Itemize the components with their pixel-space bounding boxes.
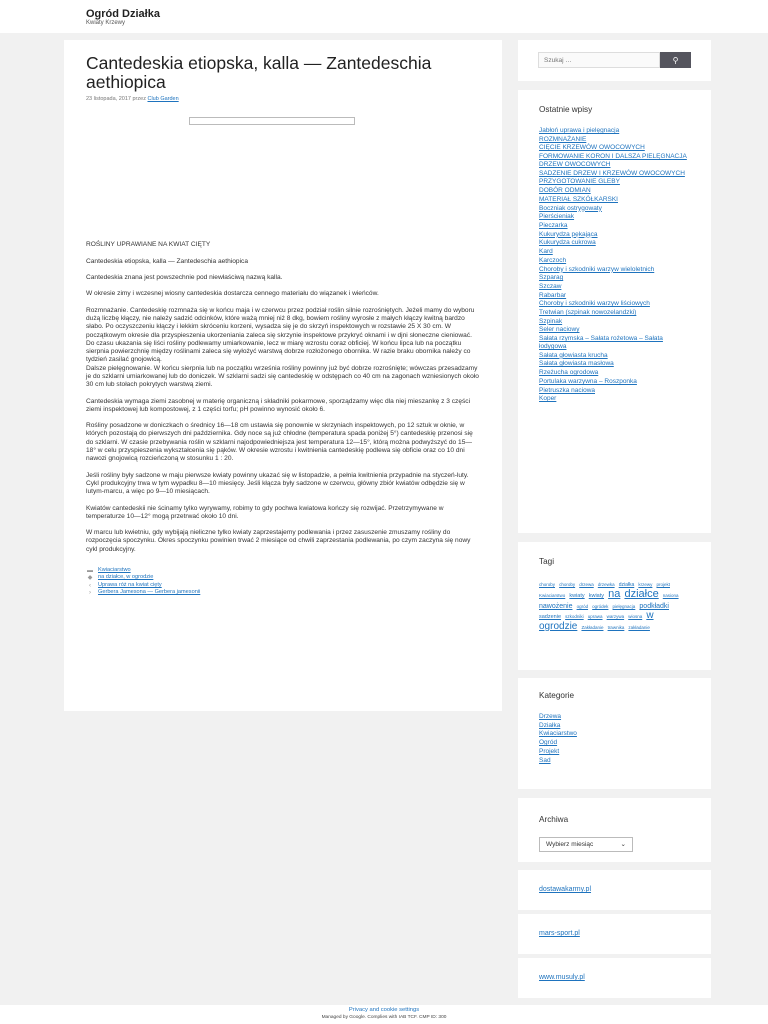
archive-select-value: Wybierz miesiąc (546, 841, 594, 849)
category-link[interactable]: Kwiaciarstwo (539, 730, 577, 738)
site-description: Kwiaty Krzewy (86, 20, 126, 26)
recent-post-link[interactable]: Portulaka warzywna – Roszponka (539, 377, 637, 385)
tag-link[interactable]: Zakładanie (581, 625, 604, 631)
tag-link[interactable]: sadzenie (539, 614, 562, 621)
recent-post-link[interactable]: MATERIAŁ SZKÓŁKARSKI (539, 195, 618, 203)
chevron-left-icon: ‹ (89, 582, 91, 589)
article-date: 23 listopada, 2017 (86, 96, 131, 102)
chevron-right-icon: › (89, 589, 91, 596)
categories-widget (518, 678, 711, 789)
recent-post-link[interactable]: Szczaw (539, 282, 562, 290)
recent-post-link[interactable]: Rabarbar (539, 291, 567, 299)
recent-post-link[interactable]: Sałata rzymska – Sałata rożetowa – Sałata łodygowa (539, 335, 663, 351)
recent-posts-list (539, 127, 691, 403)
recent-posts-widget (518, 90, 711, 533)
widget-title: Archiwa (539, 815, 569, 824)
search-input[interactable] (538, 52, 660, 68)
content-paragraph: Cantedeskia wymaga ziemi zasobnej w materię organiczną i składniki pokarmowe, sporządzamy więc dla niej mieszankę z 3 części ziemi inspektowej lub kompostowej, z 1 części torfu; pH powinno wynosić około 6. (86, 397, 471, 413)
tags-widget (518, 542, 711, 670)
content-paragraph: Jeśli rośliny były sadzone w maju pierwsze kwiaty powinny ukazać się w listopadzie, a pełnia kwitnienia przypadnie na styczeń-luty. Cykl produkcyjny trwa w tym wypadku 8—10 miesięcy. Jeśli kłącza były sadzone w czerwcu, główny zbiór kwiatów odbędzie się w lutym-marcu, a więc po 9—10 miesiącach. (86, 471, 469, 496)
widget-title: Ostatnie wpisy (539, 105, 593, 114)
recent-post-link[interactable]: Sałata głowiasta masłowa (539, 360, 614, 368)
tag-link[interactable]: zakładanie (628, 625, 650, 631)
external-link[interactable]: dostawakarmy.pl (539, 886, 592, 893)
broken-image (189, 117, 355, 125)
cmp-notice: Managed by Google. Complies with IAB TCF. CMP ID: 300 (321, 1014, 447, 1020)
tag-link[interactable]: krzewy (638, 582, 653, 588)
search-widget (518, 40, 711, 81)
prev-post-link[interactable]: Uprawa róż na kwiat cięty (98, 581, 162, 588)
recent-post-link[interactable]: Sałata głowiasta krucha (539, 351, 608, 359)
author-link[interactable]: Club Garden (147, 96, 179, 102)
recent-post-link[interactable]: Choroby i szkodniki warzyw liściowych (539, 300, 650, 308)
tag-link[interactable]: drzewa (579, 582, 594, 588)
tag-link[interactable]: działka (618, 582, 635, 589)
category-link[interactable]: Projekt (539, 747, 560, 755)
recent-post-link[interactable]: Kard (539, 248, 553, 256)
recent-post-link[interactable]: Kukurydza pękająca (539, 230, 598, 238)
recent-post-link[interactable]: Koper (539, 395, 557, 403)
search-icon: ⚲ (672, 55, 679, 65)
article-title: Cantedeskia etiopska, kalla — Zantedeschia aethiopica (86, 53, 432, 92)
tag-link[interactable]: trawnika (607, 625, 625, 631)
article-meta (86, 96, 480, 103)
article-content (86, 241, 480, 554)
content-paragraph: Rozmnażanie. Cantedeskię rozmnaża się w końcu maja i w czerwcu przez podział roślin silnie rozrośniętych. Jeżeli mamy do wyboru dużą liczbę kłączy, nie należy sadzić odcinków, które ważą mniej niż 8 dkg, bowiem rośliny wyrosłe z małych kłączy kwitną bardzo słabo. Po oczyszczeniu kłączy i lekkim skróceniu korzeni, wysadza się je do skrzyń inspektowych w rozstawie 25 X 30 cm. W początkowym okresie dla przyspieszenia ukorzeniania zaleca się skrzynie inspektowe przykryć oknami i w djni słoneczne cieniować. Do czasu ukazania się liści rośliny podlewamy umiarkowanie, lecz w miarę wzrostu coraz obficiej. W końcu lipca lub na początku sierpnia powierzchnię między roślinami zaleca się wyłożyć warstwą dobrze rozłożonego obornika. W razie braku obornika należy co tydzień zasilać gnojowicą. Dalsze pielęgnowanie. W końcu sierpnia lub na początku września rośliny powinny już być dobrze rozrośnięte; wówczas przesadzamy je do szklarni umiarkowanej lub do doniczek. W szklarni sadzi się cantedeskię w odstępach co 40 cm na zagonach wzniesionych około 30 cm lub stołach pokrytych warstwą ziemi. (86, 306, 479, 389)
tag-link[interactable]: pielęgnacja (612, 604, 636, 610)
recent-post-link[interactable]: Tretwian (szpinak nowozelandzki) (539, 309, 637, 317)
privacy-settings-link[interactable]: Privacy and cookie settings (348, 1007, 420, 1013)
content-paragraph: Kwiatów cantedeskii nie ścinamy tylko wyrywamy, robimy to gdy pochwa kwiatowa kończy się rozwijać. Przetrzymywane w temperaturze 10—12° mogą przetrwać około 10 dni. (86, 504, 444, 520)
recent-post-link[interactable]: Choroby i szkodniki warzyw wieloletnich (539, 265, 655, 273)
recent-post-link[interactable]: Pieczarka (539, 222, 568, 229)
category-link[interactable]: Drzewa (539, 713, 562, 721)
tag-link[interactable]: ogród (576, 604, 589, 610)
external-link[interactable]: mars-sport.pl (539, 930, 580, 937)
search-button[interactable] (660, 52, 691, 68)
content-paragraph: Cantedeskia znana jest powszechnie pod niewłaściwą nazwą kalla. (86, 274, 283, 282)
folder-icon: ▬ (87, 567, 93, 574)
tag-icon: ◆ (87, 575, 93, 582)
recent-post-link[interactable]: Seler naciowy (539, 326, 580, 334)
tag-cloud (539, 579, 691, 632)
tag-link[interactable]: projekt (656, 582, 670, 588)
tag-link[interactable]: Kwiaciarstwo (539, 593, 566, 599)
content-paragraph: ROŚLINY UPRAWIANE NA KWIAT CIĘTY (86, 241, 211, 249)
archive-select[interactable] (539, 837, 633, 852)
recent-post-link[interactable]: Szparag (539, 274, 564, 282)
tag-link[interactable]: nawożenie (539, 603, 573, 611)
content-paragraph: Rośliny posadzone w doniczkach o średnicy 16—18 cm ustawia się ponownie w skrzyniach inspektowych, po 12 sztuk w oknie, w których pozostają do pierwszych dni października. Gdy noce są już chłodne (temperatura spada poniżej 5°) cantedeskię przenosi się do szklarni. W czasie przebywania roślin w szklarni najodpowiedniejsza jest temperatura 12—15°, którą można podwyższyć do 15—18° w celu przyspieszenia wykształcenia się pąków. W okresie wzrostu i kwitnienia cantedeskię podlewa się obficie oraz co 10 dni nawozi gnojowicą rozcieńczoną w stosunku 1 : 20. (86, 422, 473, 463)
link-widget (518, 958, 711, 998)
archives-widget (518, 798, 711, 862)
content-paragraph: W okresie zimy i wczesnej wiosny cantedeskia dostarcza cennego materiału do wiązanek i wieńców. (86, 290, 379, 298)
recent-post-link[interactable]: Kukurydza cukrowa (539, 239, 596, 247)
tag-link[interactable]: nasiona (662, 593, 679, 599)
tag-link[interactable]: drzewka (597, 582, 615, 588)
category-link[interactable]: Kwiaciarstwo (98, 567, 131, 574)
tag-link[interactable]: choroby (559, 582, 576, 588)
external-link[interactable]: www.musuly.pl (539, 974, 585, 981)
tag-link[interactable]: wiosna (628, 614, 643, 620)
categories-list (539, 713, 691, 764)
chevron-down-icon: ⌄ (620, 841, 626, 849)
consent-bar (0, 1005, 768, 1024)
tag-link[interactable]: warzywa (606, 614, 625, 620)
recent-post-link[interactable]: Rzeżucha ogrodowa (539, 369, 599, 377)
category-link[interactable]: Ogród (539, 739, 558, 747)
next-post-link[interactable]: Gerbera Jamesona — Gerbera jamesonii (98, 589, 201, 596)
tag-link[interactable]: w (646, 610, 654, 622)
content-paragraph: Cantedeskia etiopska, kalla — Zantedeschia aethiopica (86, 257, 249, 265)
tag-link[interactable]: działce (624, 588, 659, 601)
link-widget (518, 870, 711, 910)
recent-post-link[interactable]: FORMOWANIE KORON I DALSZA PIELĘGNACJA DRZEW OWOCOWYCH (539, 153, 687, 169)
by-label: przez (132, 96, 146, 102)
tag-link[interactable]: kwiaty (569, 593, 585, 600)
category-link[interactable]: Działka (539, 721, 561, 729)
widget-title: Kategorie (539, 691, 575, 700)
recent-post-link[interactable]: Karczoch (539, 256, 567, 264)
tag-link[interactable]: na (608, 588, 621, 601)
tag-link[interactable]: ogrodzie (539, 621, 578, 633)
recent-post-link[interactable]: Pierścieniak (539, 213, 575, 221)
recent-post-link[interactable]: DOBÓR ODMIAN (539, 187, 591, 195)
recent-post-link[interactable]: CIĘCIE KRZEWÓW OWOCOWYCH (539, 144, 645, 152)
site-header (0, 0, 768, 33)
widget-title: Tagi (539, 557, 555, 566)
recent-post-link[interactable]: Boczniak ostrygowaty (539, 204, 602, 212)
recent-post-link[interactable]: ROZMNAŻANIE (539, 135, 587, 143)
tags-link[interactable]: na działce, w ogrodzie (98, 574, 154, 581)
tag-link[interactable]: kwiaty (588, 593, 605, 600)
tag-link[interactable]: szkodniki (565, 614, 584, 620)
link-widget (518, 914, 711, 954)
recent-post-link[interactable]: SADZENIE DRZEW I KRZEWÓW OWOCOWYCH (539, 169, 685, 177)
tag-link[interactable]: ogródek (592, 604, 609, 610)
article-footer (86, 567, 480, 597)
tag-link[interactable]: choroby (539, 582, 556, 588)
tag-link[interactable]: uprawa (587, 614, 603, 620)
category-link[interactable]: Sad (539, 756, 551, 764)
recent-post-link[interactable]: Jabłoń uprawa i pielęgnacja (539, 127, 620, 135)
article (64, 40, 502, 711)
tag-link[interactable]: podkładki (639, 603, 669, 611)
content-paragraph: W marcu lub kwietniu, gdy wybijają nieliczne tylko kwiaty zaprzestajemy podlewania i przez zasuszenie zmuszamy rośliny do rozpoczęcia spoczynku. Okres spoczynku powinien trwać 2 miesiące od chwili zaprzestania podlewania, po czym zaczyna się nowy cykl produkcyjny. (86, 529, 471, 553)
site-title[interactable]: Ogród Działka (86, 8, 160, 20)
recent-post-link[interactable]: Pietruszka naciowa (539, 386, 595, 394)
recent-post-link[interactable]: Szpinak (539, 317, 563, 325)
recent-post-link[interactable]: PRZYGOTOWANIE GLEBY (539, 178, 620, 186)
